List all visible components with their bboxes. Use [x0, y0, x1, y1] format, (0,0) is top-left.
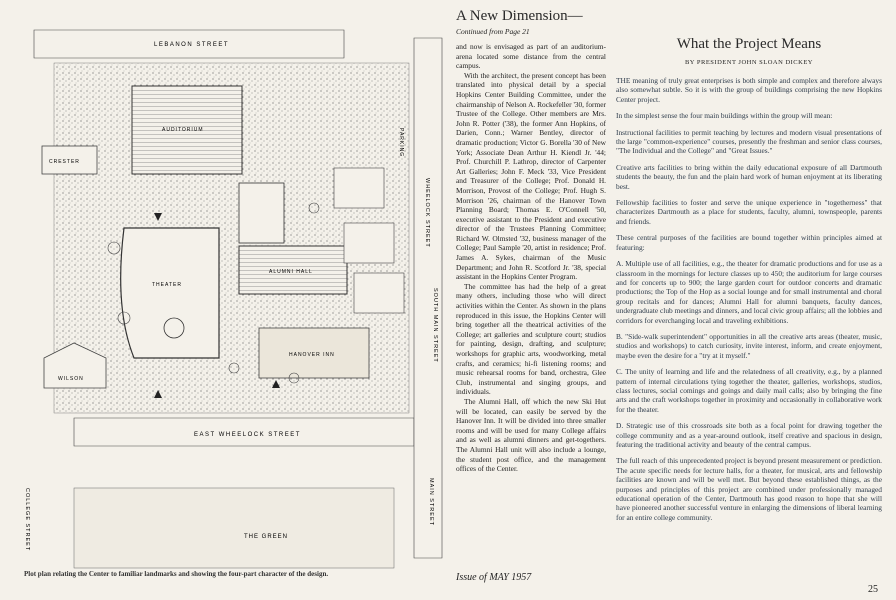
label-main-street: MAIN STREET — [428, 478, 434, 526]
principle-d: D. Strategic use of this crossroads site both as a focal point for drawing together the college community and as a year-around outlook, itself creative and spacious in design, featuring the traditional activity and beauty of the central campus. — [616, 421, 882, 449]
label-south-main-street: SOUTH MAIN STREET — [432, 288, 438, 363]
article-paragraph: Fellowship facilities to foster and serve the unique experience in "togetherness" that characterizes Dartmouth as a place for students, faculty, alumni, townspeople, parents and friends. — [616, 198, 882, 226]
article-paragraph: These central purposes of the facilities are bound together within principles aimed at featuring: — [616, 233, 882, 252]
label-crester: CRESTER — [49, 159, 80, 165]
article-paragraph: THE meaning of truly great enterprises is both simple and complex and therefore always also somewhat subtle. So it is with the group of buildings comprising the new Hopkins Center project. — [616, 76, 882, 104]
article-paragraph: With the architect, the present concept has been translated into physical detail by a special Hopkins Center Building Committee, under the chairmanship of Nelson A. Rockefeller '30, former Trustee of the College. Other members are Mrs. John R. Potter ('38), the former Ann Hopkins, of Darien, Conn.; Warner Bentley, director of dramatic production; Victor G. Borella '30 of New York; Associate Dean Arthur H. Kiendl Jr. '44; Prof. Churchill P. Lathrop, director of Carpenter Art Galleries; John F. Meck '33, Vice President and Treasurer of the College; Prof. Donald H. Morrison, Provost of the College; Prof. Hugh S. Morrison '26, chairman of the Hanover Town Planning Board; Thomas E. O'Connell '50, executive assistant to the President and executive director of the Trustees Planning Committee; Richard W. Olmsted '32, business manager of the College; Paul Sample '20, artist in residence; Prof. James A. Sykes, chairman of the Music Department; and John R. Scotford Jr. '38, special assistant in the Hopkins Center Program. — [456, 70, 606, 282]
label-wheelock-street: WHEELOCK STREET — [424, 178, 430, 248]
article-paragraph: and now is envisaged as part of an auditorium-arena located some distance from the central campus. — [456, 42, 606, 71]
label-alumni-hall: ALUMNI HALL — [269, 269, 313, 275]
byline: BY PRESIDENT JOHN SLOAN DICKEY — [684, 59, 814, 66]
article-paragraph: The committee has had the help of a great many others, including those who will direct activities within the Center. As shown in the plans reproduced in this issue, the Hopkins Center will bring together all the theatrical activities of the College; art galleries and sculpture court; studios for painting, design, drafting, and sculpture; workshops for graphic arts, woodworking, metal crafts, and ceramics; hi-fi listening rooms; and music rehearsal rooms for band, orchestra, Glee Club, instrumental and singing groups, and individuals. — [456, 281, 606, 397]
label-parking: PARKING — [398, 128, 404, 158]
principle-b: B. "Side-walk superintendent" opportunities in all the creative arts areas (theater, music, studios and workshops) to catch curiosity, invite interest, inform, and create enjoyment, maybe even the desire for a "try at it myself." — [616, 331, 882, 360]
principle-c: C. The unity of learning and life and the relatedness of all creativity, e.g., by a planned pattern of internal circulations tying together the theater, galleries, workshops, studios, class lectures, social comings and goings and daily mail calls; also by bringing the fine arts and the craft workshops together in proximity and occasionally in collaborative work for the theater. — [616, 367, 882, 414]
continued-article-column — [456, 8, 606, 583]
parking-building-2 — [344, 223, 394, 263]
continued-from-note: Continued from Page 21 — [456, 27, 530, 36]
article-paragraph: Creative arts facilities to bring within the daily educational exposure of all Dartmouth students the beauty, the fun and the plain hard work of human enjoyment at its liberating best. — [616, 162, 882, 191]
parking-building-1 — [334, 168, 384, 208]
connecting-wing — [239, 183, 284, 243]
article-title: What the Project Means — [676, 36, 822, 52]
theater-building — [121, 228, 219, 358]
issue-footer: Issue of MAY 1957 — [456, 572, 532, 583]
project-means-column — [616, 36, 882, 529]
principle-a: A. Multiple use of all facilities, e.g., the theater for dramatic productions and for use as a classroom in the mornings for lecture classes up to 450; the auditorium for large courses and for concerts up to 900; the large garden court for outdoor concerts and dramatic productions; the Top of the Hop as a social lounge and for small instrumental and choral group recitals and for dances; Alumni Hall for alumni banquets, faculty dances, undergraduate club meetings and dinners, and local civic group affairs; all the lobbies and corridors for everchanging local and traveling exhibitions. — [616, 259, 882, 325]
article-paragraph: The Alumni Hall, off which the new Ski Hut will be located, can easily be served by the Hanover Inn. It will be divided into three smaller rooms and will be used for many College affairs and as well as alumni dinners and get-togethers. The Alumni Hall unit will also include a lounge, the student post office, and the management offices of the Center. — [456, 396, 606, 474]
label-college-street: COLLEGE STREET — [24, 488, 30, 552]
continued-article-title: A New Dimension— — [456, 8, 583, 24]
label-wilson: WILSON — [58, 376, 84, 382]
label-lebanon-street: LEBANON STREET — [154, 42, 230, 48]
article-paragraph: Instructional facilities to permit teaching by lectures and modern visual presentations of the large "common-experience" courses, presently the freshman and senior class courses, "The Individual and the College" and "Great Issues." — [616, 127, 882, 156]
plot-plan-caption: Plot plan relating the Center to familiar landmarks and showing the four-part character of the design. — [24, 570, 329, 578]
page-number: 25 — [868, 584, 878, 595]
label-auditorium: AUDITORIUM — [162, 127, 204, 133]
label-theater: THEATER — [152, 282, 182, 288]
label-east-wheelock-street: EAST WHEELOCK STREET — [194, 432, 301, 438]
parking-building-3 — [354, 273, 404, 313]
theater-stage — [164, 318, 184, 338]
plot-plan — [14, 18, 446, 578]
article-paragraph: The full reach of this unprecedented project is beyond present measurement or prediction. The acute specific needs for lecture halls, for a theater, for musical, arts and fellowship facilities are known and will be well met. But beyond these established things, as the purposes and principles of this project are combined under professionally managed educational operation of the Center, Dartmouth has good reason to hope that she will have pioneered another successful venture in enlarging the dimensions of liberal learning for an entire college community. — [616, 456, 882, 522]
the-green-area — [74, 488, 394, 568]
label-the-green: THE GREEN — [244, 534, 289, 540]
label-hanover-inn: HANOVER INN — [289, 352, 335, 358]
plot-plan-drawing — [14, 18, 446, 578]
article-paragraph: In the simplest sense the four main buildings within the group will mean: — [616, 111, 833, 121]
